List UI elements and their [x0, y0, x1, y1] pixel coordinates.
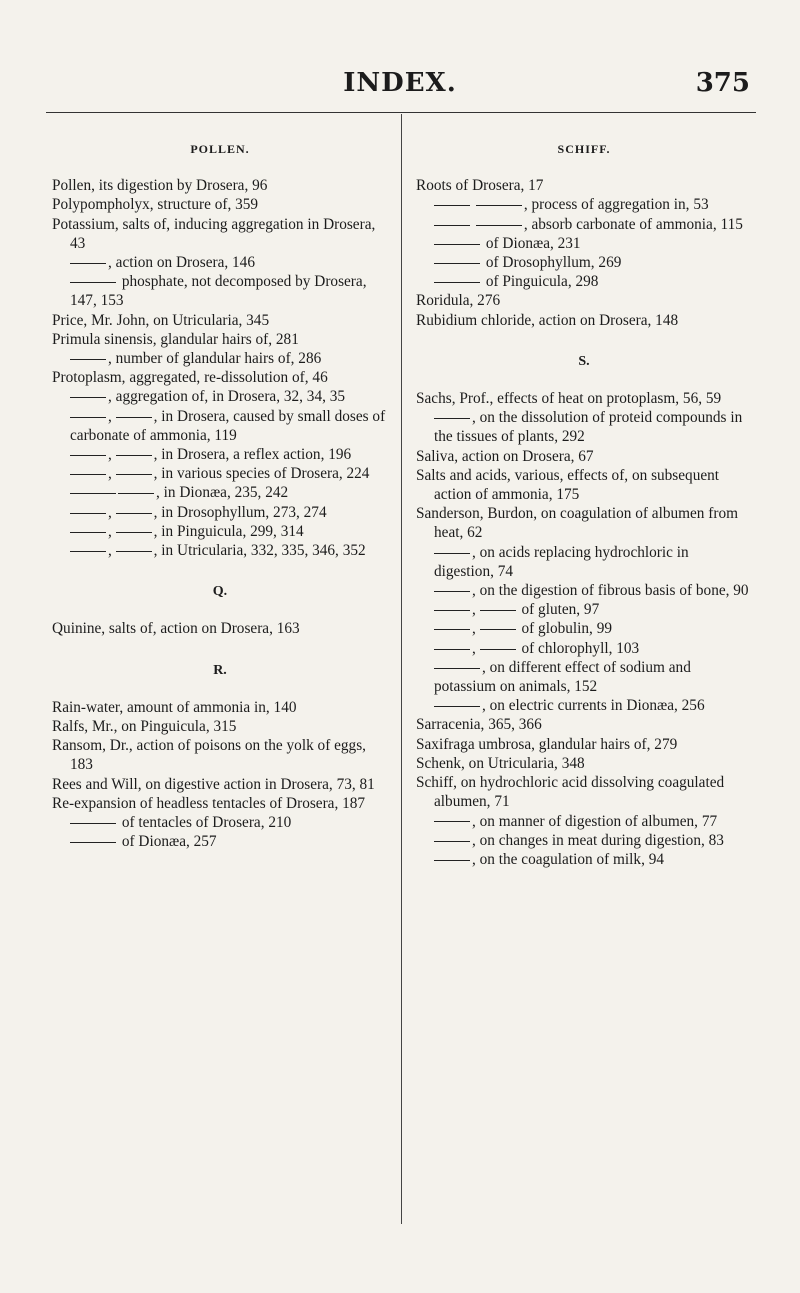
index-subentry: , , in Pinguicula, 299, 314 [52, 522, 388, 541]
ditto-dash [70, 823, 116, 824]
ditto-dash [476, 205, 522, 206]
index-entry: Schenk, on Utricularia, 348 [416, 754, 585, 772]
index-subentry [416, 272, 752, 291]
index-entry: Price, Mr. John, on Utricularia, 345 [52, 311, 270, 329]
column-divider [401, 114, 402, 1224]
index-entry: Re-expansion of headless tentacles of Drosera, 187 [52, 794, 366, 812]
left-column [52, 140, 388, 852]
subentry-text: of chlorophyll, 103 [521, 639, 640, 657]
index-subentry [52, 272, 388, 310]
ditto-dash [116, 474, 152, 475]
subentry-text: of Pinguicula, 298 [485, 273, 599, 291]
index-entry: Schiff, on hydrochloric acid dissolving coagulated albumen, 71 [416, 774, 725, 811]
ditto-dash [70, 842, 116, 843]
index-entry: Saxifraga umbrosa, glandular hairs of, 279 [416, 735, 678, 753]
index-entry: Ransom, Dr., action of poisons on the yolk of eggs, 183 [52, 737, 366, 774]
subentry-text: , on the dissolution of proteid compounds in the tissues of plants, 292 [434, 409, 743, 446]
right-column-heading: SCHIFF. [557, 142, 611, 156]
index-entry: Sarracenia, 365, 366 [416, 716, 542, 734]
ditto-dash [434, 610, 470, 611]
ditto-dash [480, 610, 516, 611]
subentry-text: , on manner of digestion of albumen, 77 [472, 812, 718, 830]
index-subentry [416, 581, 752, 600]
subentry-text: of Drosophyllum, 269 [485, 254, 622, 272]
index-subentry [52, 253, 388, 272]
index-entry: Roridula, 276 [416, 292, 501, 310]
index-subentry [416, 408, 752, 446]
index-entry: Roots of Drosera, 17 [416, 177, 544, 195]
ditto-dash [434, 649, 470, 650]
index-entry: Potassium, salts of, inducing aggregation in Drosera, 43 [52, 215, 376, 252]
subentry-text: of globulin, 99 [521, 620, 612, 638]
subentry-text: , number of glandular hairs of, 286 [108, 350, 322, 368]
index-entry: Polypompholyx, structure of, 359 [52, 196, 259, 214]
ditto-dash [476, 225, 522, 226]
ditto-dash [434, 225, 470, 226]
page-header [50, 68, 750, 108]
index-entry: Saliva, action on Drosera, 67 [416, 447, 594, 465]
ditto-dash [434, 282, 480, 283]
index-subentry [416, 253, 752, 272]
index-entry: Sanderson, Burdon, on coagulation of albumen from heat, 62 [416, 505, 739, 542]
ditto-dash [434, 841, 470, 842]
subentry-text: phosphate, not decomposed by Drosera, 147, 153 [70, 273, 367, 310]
header-rule [46, 112, 756, 113]
ditto-dash [480, 649, 516, 650]
index-entry: Sachs, Prof., effects of heat on protoplasm, 56, 59 [416, 390, 722, 408]
subentry-text: , in Pinguicula, 299, 314 [153, 522, 304, 540]
index-subentry [416, 812, 752, 831]
ditto-dash [116, 513, 152, 514]
index-subentry [416, 234, 752, 253]
ditto-dash [116, 532, 152, 533]
subentry-text: of tentacles of Drosera, 210 [121, 814, 292, 832]
index-entry: Rubidium chloride, action on Drosera, 148 [416, 311, 679, 329]
subentry-text: , action on Drosera, 146 [108, 254, 255, 272]
index-entry: Protoplasm, aggregated, re-dissolution of, 46 [52, 369, 328, 387]
ditto-dash [70, 474, 106, 475]
index-subentry [52, 483, 388, 502]
index-entry: Rees and Will, on digestive action in Drosera, 73, 81 [52, 775, 375, 793]
ditto-dash [116, 417, 152, 418]
index-subentry: , of globulin, 99 [416, 619, 752, 638]
ditto-dash [70, 263, 106, 264]
ditto-dash [434, 205, 470, 206]
ditto-dash [434, 418, 470, 419]
subentry-text: of gluten, 97 [521, 601, 600, 619]
running-title: INDEX. [343, 68, 457, 98]
index-subentry [416, 696, 752, 715]
index-subentry [52, 387, 388, 406]
index-subentry: , , in various species of Drosera, 224 [52, 464, 388, 483]
index-subentry: , of gluten, 97 [416, 600, 752, 619]
ditto-dash [116, 455, 152, 456]
subentry-text: , in Drosophyllum, 273, 274 [153, 503, 327, 521]
ditto-dash [118, 493, 154, 494]
section-letter-s: S. [578, 353, 590, 369]
index-subentry: , , in Drosera, a reflex action, 196 [52, 445, 388, 464]
ditto-dash [434, 821, 470, 822]
index-subentry [416, 543, 752, 581]
ditto-dash [434, 668, 480, 669]
ditto-dash [116, 551, 152, 552]
ditto-dash [70, 359, 106, 360]
subentry-text: , in Drosera, a reflex action, 196 [153, 446, 352, 464]
ditto-dash [434, 706, 480, 707]
subentry-text: , on electric currents in Dionæa, 256 [482, 697, 705, 715]
index-subentry [416, 850, 752, 869]
subentry-text: , process of aggregation in, 53 [523, 196, 709, 214]
section-letter-r: R. [213, 662, 227, 678]
index-entry: Primula sinensis, glandular hairs of, 281 [52, 330, 299, 348]
ditto-dash [70, 551, 106, 552]
ditto-dash [70, 417, 106, 418]
index-entry: Rain-water, amount of ammonia in, 140 [52, 698, 297, 716]
page-number: 375 [695, 68, 750, 98]
subentry-text: , in Drosera, caused by small doses of carbonate of ammonia, 119 [70, 407, 386, 444]
subentry-text: , on the digestion of fibrous basis of bone, 90 [472, 582, 749, 600]
ditto-dash [480, 629, 516, 630]
subentry-text: , in Utricularia, 332, 335, 346, 352 [153, 542, 366, 560]
index-subentry: , , in Drosera, caused by small doses of carbonate of ammonia, 119 [70, 407, 386, 444]
section-letter-q: Q. [212, 584, 228, 600]
ditto-dash [70, 532, 106, 533]
index-subentry [416, 831, 752, 850]
subentry-text: , on acids replacing hydrochloric in digestion, 74 [434, 543, 689, 580]
index-subentry [52, 813, 388, 832]
ditto-dash [434, 591, 470, 592]
index-subentry [52, 832, 388, 851]
subentry-text: , on changes in meat during digestion, 83 [472, 831, 724, 849]
ditto-dash [70, 513, 106, 514]
index-entry: Quinine, salts of, action on Drosera, 163 [52, 620, 300, 638]
index-subentry: , , in Drosophyllum, 273, 274 [52, 503, 388, 522]
ditto-dash [434, 860, 470, 861]
index-subentry: , of chlorophyll, 103 [416, 639, 752, 658]
ditto-dash [434, 629, 470, 630]
index-subentry [416, 658, 752, 696]
ditto-dash [434, 553, 470, 554]
index-entry: Pollen, its digestion by Drosera, 96 [52, 177, 268, 195]
index-subentry [416, 215, 752, 234]
index-entry: Salts and acids, various, effects of, on subsequent action of ammonia, 175 [416, 466, 720, 504]
index-subentry [52, 349, 388, 368]
index-entry: Ralfs, Mr., on Pinguicula, 315 [52, 718, 237, 736]
ditto-dash [434, 244, 480, 245]
subentry-text: of Dionæa, 231 [485, 234, 581, 252]
subentry-text: , aggregation of, in Drosera, 32, 34, 35 [108, 388, 346, 406]
subentry-text: , absorb carbonate of ammonia, 115 [523, 215, 743, 233]
ditto-dash [70, 282, 116, 283]
ditto-dash [434, 263, 480, 264]
index-subentry: , , in Utricularia, 332, 335, 346, 352 [52, 541, 388, 560]
ditto-dash [70, 493, 116, 494]
subentry-text: of Dionæa, 257 [121, 833, 217, 851]
subentry-text: , on different effect of sodium and potassium on animals, 152 [434, 658, 691, 696]
ditto-dash [70, 455, 106, 456]
subentry-text: , in various species of Drosera, 224 [153, 465, 370, 483]
subentry-text: , on the coagulation of milk, 94 [472, 850, 665, 868]
right-column [416, 140, 752, 869]
ditto-dash [70, 397, 106, 398]
subentry-text: , in Dionæa, 235, 242 [156, 484, 289, 502]
index-subentry [416, 195, 752, 214]
left-column-heading: POLLEN. [190, 142, 250, 156]
